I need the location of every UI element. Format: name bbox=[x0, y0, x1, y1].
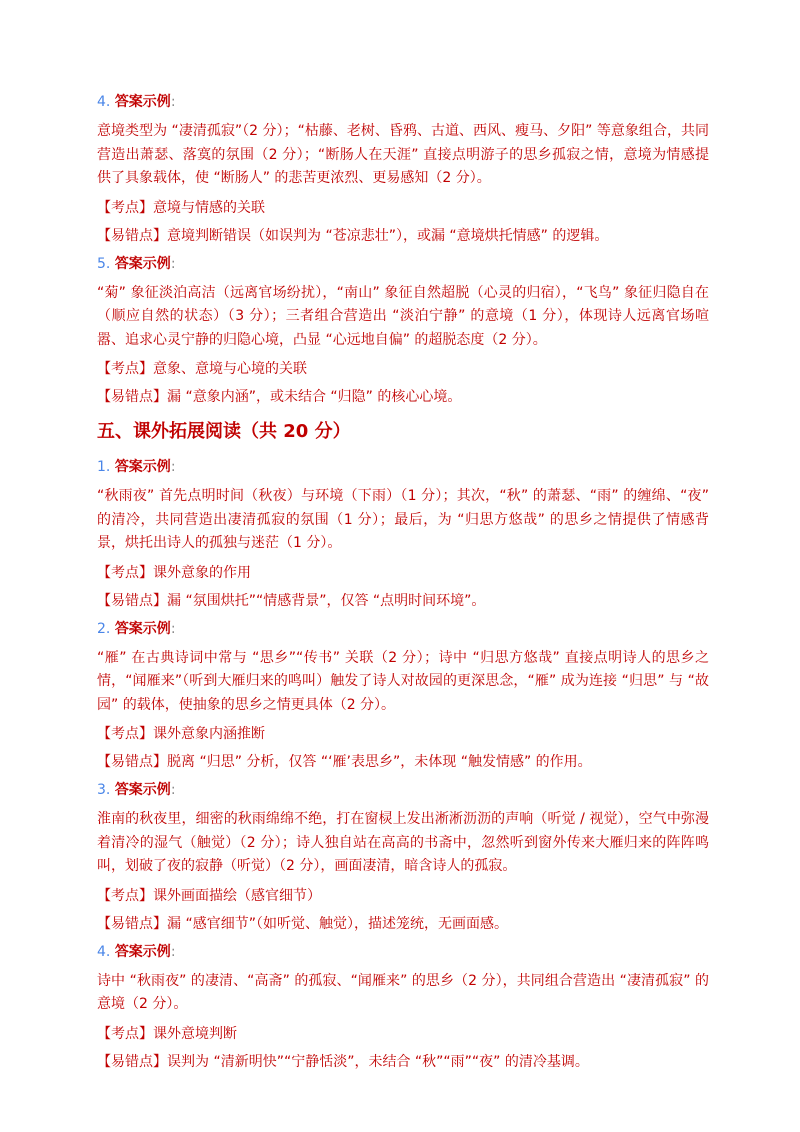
question-heading bbox=[97, 254, 709, 274]
common-error: 【易错点】漏 “氛围烘托”“情感背景”，仅答 “点明时间环境”。 bbox=[97, 592, 486, 609]
answer-text: “秋雨夜” 首先点明时间（秋夜）与环境（下雨）（1 分）；其次，“秋” 的萧瑟、“雨” 的缠绵、“夜” 的清冷，共同营造出凄清孤寂的氛围（1 分）；最后，为 “归思方悠哉” 的思乡之情提供了情感背景，烘托出诗人的孤独与迷茫（1 分）。 bbox=[97, 488, 709, 551]
question-heading bbox=[97, 92, 709, 112]
question-block bbox=[97, 619, 709, 773]
key-point: 【考点】课外意象的作用 bbox=[97, 564, 251, 581]
label-colon: : bbox=[170, 94, 176, 110]
label-colon: : bbox=[170, 620, 176, 637]
answer-text: 诗中 “秋雨夜” 的凄清、“高斋” 的孤寂、“闻雁来” 的思乡（2 分），共同组合营造出 “凄清孤寂” 的意境（2 分）。 bbox=[97, 972, 709, 1012]
section-title: 五、课外拓展阅读（共 20 分） bbox=[97, 421, 351, 442]
document-page bbox=[97, 92, 709, 1080]
key-point: 【考点】课外意象内涵推断 bbox=[97, 726, 265, 742]
common-error: 【易错点】意境判断错误（如误判为 “苍凉悲壮”），或漏 “意境烘托情感” 的逻辑。 bbox=[97, 227, 609, 244]
common-error: 【易错点】漏 “意象内涵”，或未结合 “归隐” 的核心心境。 bbox=[97, 389, 462, 405]
question-number: 1. bbox=[97, 459, 111, 475]
question-number: 4. bbox=[97, 94, 111, 110]
common-error: 【易错点】误判为 “清新明快”“宁静恬淡”，未结合 “秋”“雨”“夜” 的清冷基调。 bbox=[97, 1053, 589, 1070]
question-block bbox=[97, 254, 709, 408]
question-number: 3. bbox=[97, 782, 111, 798]
question-block bbox=[97, 457, 709, 611]
label-colon: : bbox=[170, 943, 176, 960]
key-point: 【考点】意境与情感的关联 bbox=[97, 199, 265, 216]
answer-text: “雁” 在古典诗词中常与 “思乡”“传书” 关联（2 分）；诗中 “归思方悠哉” 直接点明诗人的思乡之情，“闻雁来”（听到大雁归来的鸣叫）触发了诗人对故园的更深思念，“雁” 成为连接 “归思” 与 “故园” 的载体，使抽象的思乡之情更具体（2 分）。 bbox=[97, 649, 709, 713]
question-block bbox=[97, 780, 709, 934]
question-block bbox=[97, 92, 709, 246]
common-error: 【易错点】脱离 “归思” 分析，仅答 “‘雁’表思乡”，未体现 “触发情感” 的作用。 bbox=[97, 754, 592, 770]
label-colon: : bbox=[170, 459, 176, 475]
key-point: 【考点】课外意境判断 bbox=[97, 1025, 237, 1042]
common-error: 【易错点】漏 “感官细节”（如听觉、触觉），描述笼统，无画面感。 bbox=[97, 915, 508, 932]
question-block bbox=[97, 942, 709, 1072]
question-heading bbox=[97, 457, 709, 477]
question-heading bbox=[97, 780, 709, 800]
key-point: 【考点】意象、意境与心境的关联 bbox=[97, 361, 307, 377]
answer-example-label: 答案示例 bbox=[114, 620, 171, 637]
answer-example-label: 答案示例 bbox=[114, 94, 171, 110]
question-number: 2. bbox=[97, 620, 111, 637]
question-number: 4. bbox=[97, 943, 111, 960]
answer-example-label: 答案示例 bbox=[114, 459, 171, 475]
answer-text: 意境类型为 “凄清孤寂”（2 分）；“枯藤、老树、昏鸦、古道、西风、瘦马、夕阳” 等意象组合，共同营造出萧瑟、落寞的氛围（2 分）；“断肠人在天涯” 直接点明游子的思乡孤寂之情，意境为情感提供了具象载体，使 “断肠人” 的悲苦更浓烈、更易感知（2 分）。 bbox=[97, 123, 709, 186]
question-number: 5. bbox=[97, 255, 111, 272]
label-colon: : bbox=[170, 782, 176, 798]
answer-example-label: 答案示例 bbox=[114, 255, 171, 272]
answer-text: 淮南的秋夜里，细密的秋雨绵绵不绝，打在窗棂上发出淅淅沥沥的声响（听觉 / 视觉），空气中弥漫着清冷的湿气（触觉）（2 分）；诗人独自站在高高的书斋中，忽然听到窗外传来大雁归来的阵阵鸣叫，划破了夜的寂静（听觉）（2 分），画面凄清，暗含诗人的孤寂。 bbox=[97, 811, 709, 874]
question-heading bbox=[97, 942, 709, 962]
answer-example-label: 答案示例 bbox=[114, 782, 171, 798]
label-colon: : bbox=[170, 255, 176, 272]
answer-example-label: 答案示例 bbox=[114, 943, 171, 960]
answer-text: “菊” 象征淡泊高洁（远离官场纷扰），“南山” 象征自然超脱（心灵的归宿），“飞鸟” 象征归隐自在（顺应自然的状态）（3 分）；三者组合营造出 “淡泊宁静” 的意境（1 分），体现诗人远离官场喧嚣、追求心灵宁静的归隐心境，凸显 “心远地自偏” 的超脱态度（2 分）。 bbox=[97, 284, 709, 348]
question-heading bbox=[97, 619, 709, 639]
key-point: 【考点】课外画面描绘（感官细节） bbox=[97, 887, 321, 904]
